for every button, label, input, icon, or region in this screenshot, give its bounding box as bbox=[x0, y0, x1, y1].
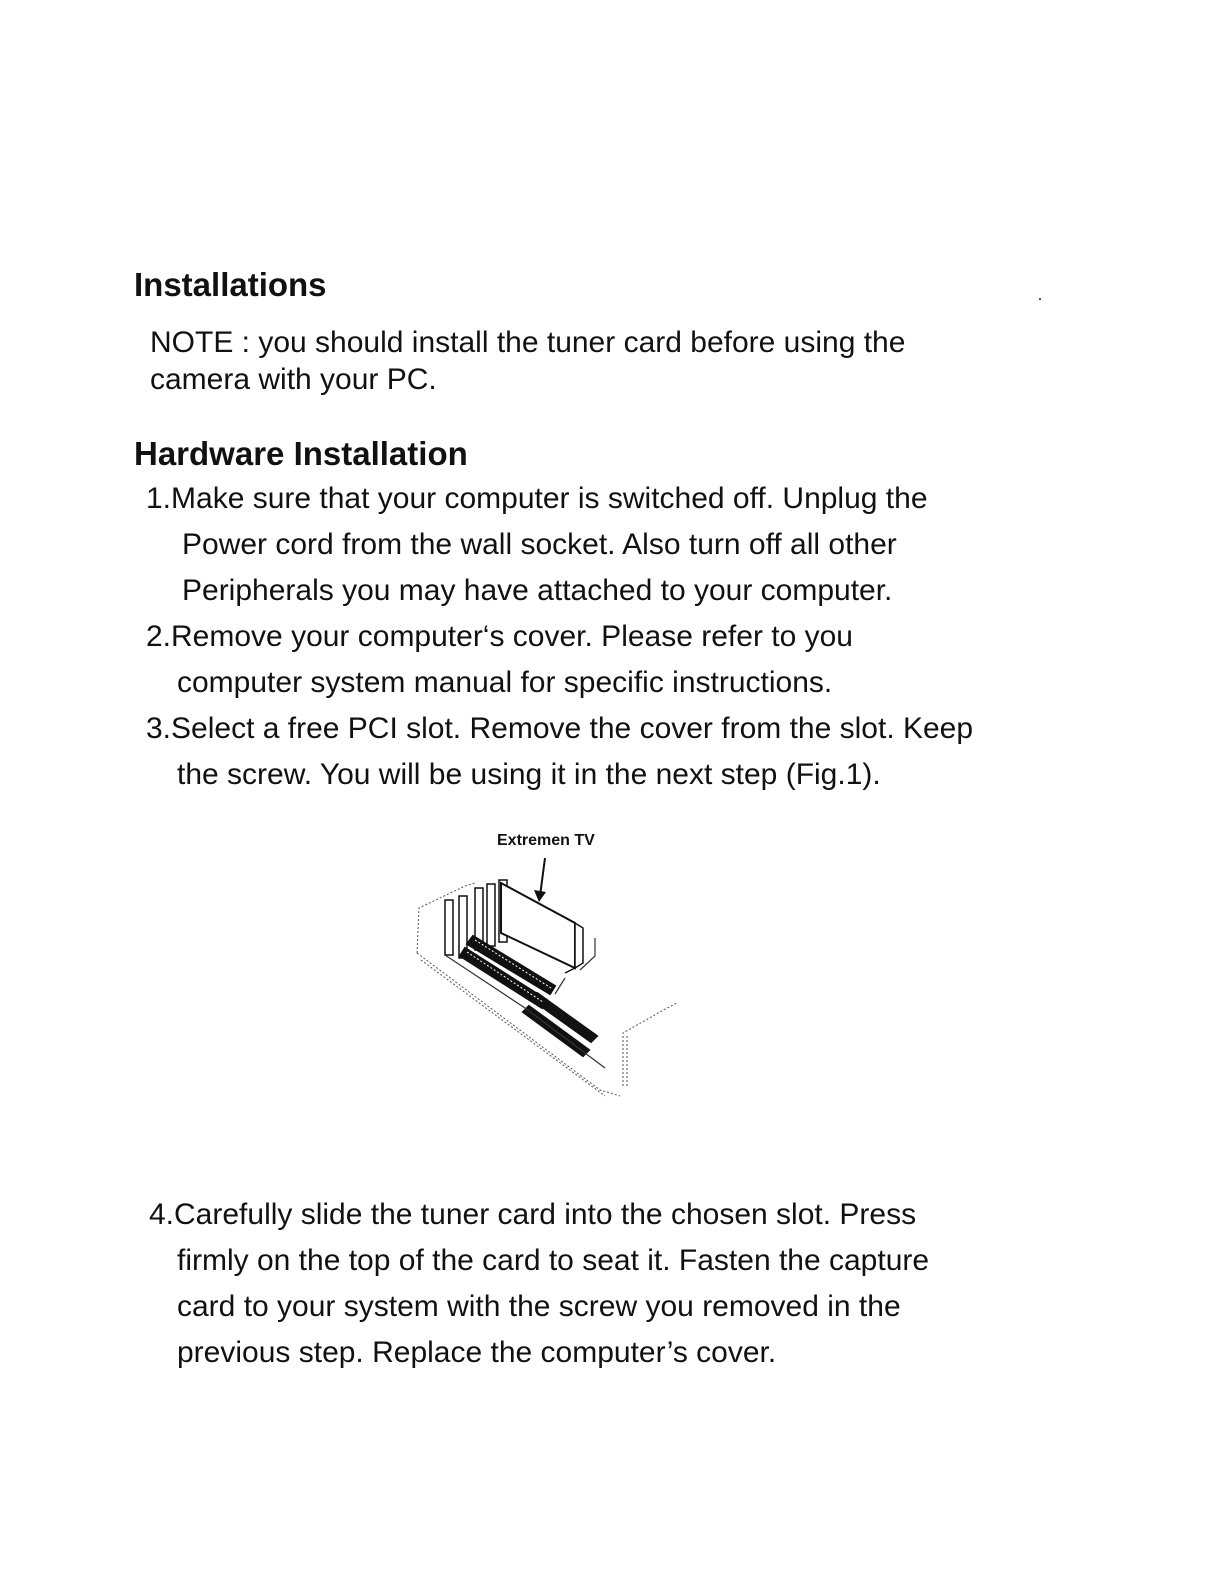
step-4 bbox=[149, 1192, 929, 1376]
step-line: Peripherals you may have attached to your computer. bbox=[182, 574, 893, 607]
figure-1 bbox=[405, 828, 690, 1103]
step-3 bbox=[146, 706, 973, 798]
step-line: 4.Carefully slide the tuner card into the chosen slot. Press bbox=[149, 1198, 917, 1231]
pci-card-install-icon bbox=[405, 828, 690, 1103]
step-1 bbox=[146, 476, 928, 614]
installation-note bbox=[150, 324, 905, 398]
hardware-installation-heading: Hardware Installation bbox=[134, 435, 468, 472]
step-line: 3.Select a free PCI slot. Remove the cover from the slot. Keep bbox=[146, 712, 974, 745]
step-line: Power cord from the wall socket. Also turn off all other bbox=[182, 528, 897, 561]
step-line: 2.Remove your computer‘s cover. Please refer to you bbox=[146, 620, 853, 653]
installations-heading: Installations bbox=[134, 266, 327, 303]
note-line: NOTE : you should install the tuner card before using the bbox=[150, 326, 906, 359]
note-line: camera with your PC. bbox=[150, 363, 437, 396]
step-line: firmly on the top of the card to seat it. Fasten the capture bbox=[177, 1244, 930, 1277]
arrow-down-icon bbox=[534, 858, 546, 902]
step-line: the screw. You will be using it in the next step (Fig.1). bbox=[177, 758, 881, 791]
scan-speck bbox=[1039, 298, 1041, 300]
step-line: card to your system with the screw you removed in the bbox=[177, 1290, 901, 1323]
step-2 bbox=[146, 614, 853, 706]
step-line: previous step. Replace the computer’s cover. bbox=[177, 1336, 777, 1369]
step-line: 1.Make sure that your computer is switched off. Unplug the bbox=[146, 482, 928, 515]
step-line: computer system manual for specific instructions. bbox=[177, 666, 833, 699]
figure-label: Extremen TV bbox=[497, 832, 595, 849]
